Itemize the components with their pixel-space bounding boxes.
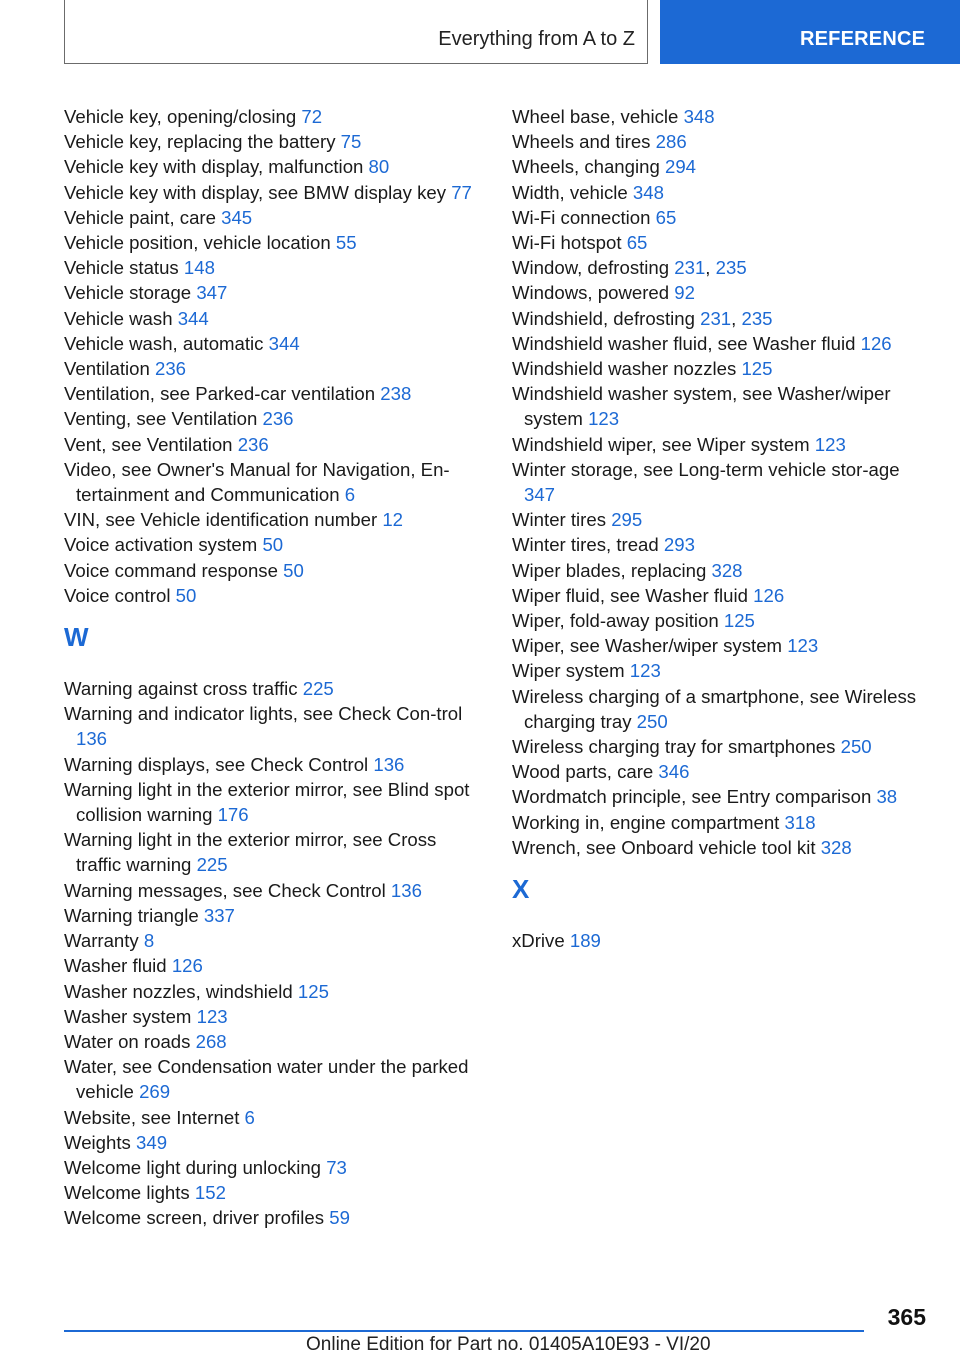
index-entry (64, 255, 484, 280)
index-entry (512, 633, 932, 658)
index-entry (64, 180, 484, 205)
page-reference-link[interactable]: 125 (297, 980, 329, 1002)
index-entry-text: Warning light in the exterior mirror, see Cross traffic warning (64, 829, 437, 876)
index-entry (64, 1130, 484, 1155)
index-entry-text: Welcome screen, driver profiles (64, 1207, 325, 1229)
page-reference-link[interactable]: 123 (629, 660, 661, 682)
index-entry-text: Welcome lights (64, 1182, 190, 1204)
index-letter-heading: W (64, 622, 89, 653)
index-entry (512, 280, 932, 305)
index-entry (512, 331, 932, 356)
page-reference-link[interactable]: 136 (373, 753, 405, 775)
index-entry (64, 1180, 484, 1205)
index-entry-text: Vehicle key with display, malfunction (64, 156, 364, 178)
page-reference-link[interactable]: 231 (674, 257, 706, 279)
index-entry-text: Wiper, fold-away position (512, 610, 719, 632)
index-entry (512, 759, 932, 784)
index-entry: Window, defrosting 231, 235 (512, 257, 747, 279)
page-reference-link[interactable]: 295 (611, 509, 643, 531)
index-column-left (64, 104, 484, 1231)
index-entry (512, 180, 932, 205)
index-entry (64, 280, 484, 305)
page-reference-link[interactable]: 189 (569, 930, 601, 952)
index-entry-text: Vehicle position, vehicle location (64, 232, 331, 254)
index-entry (64, 1155, 484, 1180)
page-reference-link[interactable]: 231 (700, 307, 732, 329)
index-entry-text: Wheel base, vehicle (512, 106, 679, 127)
index-entry-text: Vehicle key, opening/closing (64, 106, 297, 127)
index-entry (512, 129, 932, 154)
page-reference-link[interactable]: 50 (175, 584, 197, 606)
index-entry-text: Wi-Fi connection (512, 206, 651, 228)
index-entry-text: Windshield washer nozzles (512, 358, 737, 380)
index-entry (512, 608, 932, 633)
page-reference-link[interactable]: 328 (711, 559, 743, 581)
index-entry (64, 928, 484, 953)
index-entry (512, 784, 932, 809)
index-entry (64, 230, 484, 255)
index-entry (512, 810, 932, 835)
page-reference-link[interactable]: 348 (632, 181, 664, 203)
index-entry (64, 356, 484, 381)
index-entry (64, 953, 484, 978)
header-title: Everything from A to Z (438, 28, 635, 50)
index-entry-text: Wiper blades, replacing (512, 559, 707, 581)
index-entry-text: Voice activation system (64, 534, 258, 556)
page-reference-link[interactable]: 337 (203, 904, 235, 926)
page-reference-link[interactable]: 348 (683, 106, 715, 127)
index-entry (512, 835, 932, 860)
page-reference-link[interactable]: 75 (340, 131, 362, 153)
index-entry (64, 583, 484, 608)
index-entry (64, 878, 484, 903)
index-entry-text: Wireless charging of a smartphone, see Wireless charging tray (512, 685, 917, 732)
index-entry (64, 104, 484, 129)
index-letter-heading: X (512, 874, 530, 905)
page-reference-link[interactable]: 236 (262, 408, 294, 430)
index-entry (64, 381, 484, 406)
page-reference-link[interactable]: 123 (814, 433, 846, 455)
page-reference-link[interactable]: 152 (194, 1182, 226, 1204)
index-entry (64, 979, 484, 1004)
index-column-right (512, 104, 932, 953)
page-reference-link[interactable]: 126 (753, 584, 785, 606)
index-entry-text: Wood parts, care (512, 761, 654, 783)
index-entry (512, 432, 932, 457)
page-reference-link[interactable]: 125 (741, 358, 773, 380)
index-entry-text: Washer nozzles, windshield (64, 980, 293, 1002)
index-entry-text: Warning messages, see Check Control (64, 879, 386, 901)
page-reference-link[interactable]: 318 (784, 811, 816, 833)
index-entry-text: Vehicle key, replacing the battery (64, 131, 336, 153)
page-reference-link[interactable]: 269 (139, 1081, 171, 1103)
header-section-tab (660, 0, 960, 64)
index-entry-text: Wireless charging tray for smartphones (512, 736, 836, 758)
page-reference-link[interactable]: 344 (177, 307, 209, 329)
index-entry (512, 356, 932, 381)
index-entry (64, 827, 484, 877)
index-entry (512, 205, 932, 230)
index-entry (512, 457, 932, 507)
page-reference-link[interactable]: 38 (876, 786, 898, 808)
page-reference-link[interactable]: 235 (715, 257, 747, 279)
page-reference-link[interactable]: 250 (840, 736, 872, 758)
page-reference-link[interactable]: 123 (588, 408, 620, 430)
page-reference-link[interactable]: 55 (335, 232, 357, 254)
index-entry-text: Vehicle storage (64, 282, 192, 304)
page-reference-link[interactable]: 126 (171, 955, 203, 977)
index-entry (64, 331, 484, 356)
index-entry-text: Vehicle wash, automatic (64, 332, 264, 354)
index-entry-text: Wiper, see Washer/wiper system (512, 635, 783, 657)
index-entry-text: Ventilation, see Parked-car ventilation (64, 383, 376, 405)
index-entry-text: xDrive (512, 930, 565, 952)
page-reference-link[interactable]: 136 (76, 728, 108, 750)
page-reference-link[interactable]: 347 (524, 484, 556, 506)
index-entry-text: Wiper system (512, 660, 625, 682)
index-entry-text: VIN, see Vehicle identification number (64, 509, 378, 531)
footer-edition: Online Edition for Part no. 01405A10E93 - VI/20 (306, 1334, 711, 1355)
index-entry (64, 432, 484, 457)
footer-divider (64, 1330, 864, 1332)
index-entry-text: Venting, see Ventilation (64, 408, 258, 430)
index-entry-text: Video, see Owner's Manual for Navigation, En‐tertainment and Communication (64, 458, 450, 506)
page-reference-link[interactable]: 92 (674, 282, 695, 304)
index-entry (512, 532, 932, 557)
index-entry (512, 558, 932, 583)
page-reference-link[interactable]: 225 (302, 678, 334, 700)
index-entry: Windshield, defrosting 231, 235 (512, 307, 773, 329)
index-entry-text: Width, vehicle (512, 181, 628, 203)
page-reference-link[interactable]: 250 (636, 710, 668, 732)
page-reference-link[interactable]: 238 (380, 383, 412, 405)
index-entry-text: Warning triangle (64, 904, 199, 926)
index-entry-text: Water on roads (64, 1030, 191, 1052)
index-entry (64, 558, 484, 583)
index-entry-text: Wiper fluid, see Washer fluid (512, 584, 748, 606)
index-entry-text: Ventilation (64, 358, 150, 380)
index-entry (64, 777, 484, 827)
index-entry (512, 104, 932, 129)
index-entry (512, 507, 932, 532)
index-entry (512, 684, 932, 734)
index-entry (512, 658, 932, 683)
index-entry-text: Water, see Condensation water under the parked vehicle (64, 1056, 469, 1103)
index-entry-text: Vehicle status (64, 257, 179, 279)
page-reference-link[interactable]: 123 (196, 1005, 228, 1027)
page-reference-link[interactable]: 65 (626, 232, 648, 254)
index-entry-text: Weights (64, 1131, 131, 1153)
index-entry (512, 154, 932, 179)
index-entry-text: Vehicle key with display, see BMW display key (64, 181, 447, 203)
index-entry (512, 230, 932, 255)
page-reference-link[interactable]: 77 (451, 181, 472, 203)
index-entry-text: Winter storage, see Long-term vehicle stor‐age (512, 458, 900, 480)
index-entry-text: Winter tires, tread (512, 534, 659, 556)
index-entry-text: Warranty (64, 930, 139, 952)
index-entry (64, 1029, 484, 1054)
page-reference-link[interactable]: 80 (368, 156, 390, 178)
index-entry (64, 1105, 484, 1130)
page-reference-link[interactable]: 65 (655, 206, 677, 228)
index-entry (64, 129, 484, 154)
page-reference-link[interactable]: 73 (326, 1156, 347, 1178)
page-reference-link[interactable]: 59 (329, 1207, 350, 1229)
index-entry (64, 1004, 484, 1029)
index-entry-text: Wi-Fi hotspot (512, 232, 622, 254)
index-entry-text: Voice control (64, 584, 171, 606)
page-reference-link[interactable]: 50 (262, 534, 284, 556)
index-entry-text: Vehicle wash (64, 307, 173, 329)
index-entry (64, 701, 484, 751)
index-entry-text: Wordmatch principle, see Entry comparison (512, 786, 872, 808)
page-reference-link[interactable]: 293 (663, 534, 695, 556)
page-reference-link[interactable]: 123 (787, 635, 819, 657)
page-reference-link[interactable]: 12 (382, 509, 404, 531)
index-entry (64, 205, 484, 230)
index-entry (512, 734, 932, 759)
page-reference-link[interactable]: 6 (244, 1106, 255, 1128)
page-reference-link[interactable]: 176 (217, 804, 249, 826)
index-entry-text: Warning and indicator lights, see Check Con‐trol (64, 703, 463, 725)
page-reference-link[interactable]: 268 (195, 1030, 227, 1052)
page-reference-link[interactable]: 8 (143, 930, 155, 952)
index-entry-text: Working in, engine compartment (512, 811, 780, 833)
index-entry-text: Windshield washer fluid, see Washer fluid (512, 332, 856, 354)
page-reference-link[interactable]: 148 (183, 257, 215, 279)
page-reference-link[interactable]: 347 (196, 282, 228, 304)
page-number: 365 (887, 1304, 926, 1330)
index-entry-text: Warning against cross traffic (64, 678, 298, 700)
index-entry-text: Windshield wiper, see Wiper system (512, 433, 810, 455)
page-reference-link[interactable]: 136 (390, 879, 422, 901)
page-reference-link[interactable]: 236 (154, 358, 187, 380)
index-entry-text: Website, see Internet (64, 1106, 240, 1128)
index-entry-text: Washer fluid (64, 955, 167, 977)
header-title-box (64, 0, 648, 64)
page-reference-link[interactable]: 6 (344, 484, 356, 506)
index-entry (64, 306, 484, 331)
index-entry (64, 406, 484, 431)
index-entry-text: Wheels and tires (512, 131, 651, 153)
index-entry-text: Vent, see Ventilation (64, 433, 233, 455)
page-reference-link[interactable]: 72 (301, 106, 323, 127)
page-reference-link[interactable]: 349 (136, 1131, 168, 1153)
index-entry-text: Windshield, defrosting (512, 307, 695, 329)
index-entry-text: Windshield washer system, see Washer/wiper system (512, 383, 891, 430)
index-entry-text: Windows, powered (512, 282, 670, 304)
index-entry-text: Warning displays, see Check Control (64, 753, 369, 775)
index-entry-text: Vehicle paint, care (64, 206, 216, 228)
page-reference-link[interactable]: 286 (655, 131, 687, 153)
index-entry (64, 676, 484, 701)
index-entry-text: Window, defrosting (512, 257, 670, 279)
page-reference-link[interactable]: 125 (723, 610, 755, 632)
index-entry (64, 1205, 484, 1230)
page-reference-link[interactable]: 235 (741, 307, 773, 329)
page-reference-link[interactable]: 126 (860, 332, 892, 354)
page-reference-link[interactable]: 50 (283, 559, 304, 581)
index-entry (512, 381, 932, 431)
index-entry-text: Winter tires (512, 509, 607, 531)
page-reference-link[interactable]: 345 (221, 206, 253, 228)
index-entry (512, 583, 932, 608)
index-entry-text: Wheels, changing (512, 156, 660, 178)
index-entry (64, 532, 484, 557)
index-entry (64, 903, 484, 928)
index-entry (64, 507, 484, 532)
index-entry-text: Voice command response (64, 559, 278, 581)
page-reference-link[interactable]: 328 (820, 836, 852, 858)
index-entry (512, 928, 932, 953)
index-entry (64, 752, 484, 777)
page-reference-link[interactable]: 225 (196, 854, 228, 876)
index-entry-text: Washer system (64, 1005, 192, 1027)
index-entry-text: Welcome light during unlocking (64, 1156, 322, 1178)
page-reference-link[interactable]: 236 (237, 433, 269, 455)
page-reference-link[interactable]: 344 (268, 332, 300, 354)
page-reference-link[interactable]: 294 (664, 156, 697, 178)
index-entry (64, 154, 484, 179)
header-section-label: REFERENCE (800, 28, 926, 50)
page-reference-link[interactable]: 346 (658, 761, 690, 783)
index-entry (64, 1054, 484, 1104)
index-entry-text: Warning light in the exterior mirror, see Blind spot collision warning (64, 778, 470, 826)
index-entry (64, 457, 484, 507)
index-entry-text: Wrench, see Onboard vehicle tool kit (512, 836, 816, 858)
